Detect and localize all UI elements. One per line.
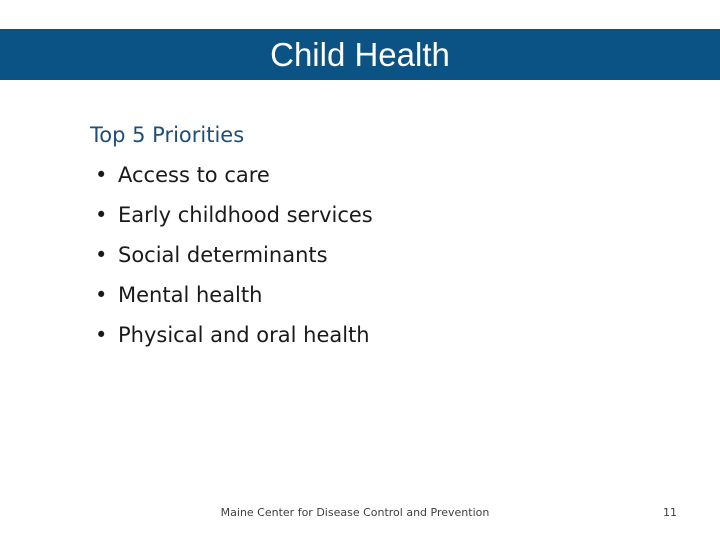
- list-item-label: Social determinants: [118, 243, 328, 267]
- slide-content: [90, 118, 650, 355]
- footer-organization: Maine Center for Disease Control and Prevention: [220, 506, 490, 519]
- list-item: [90, 235, 650, 275]
- bullet-icon: •: [95, 323, 108, 347]
- list-item: [90, 275, 650, 315]
- bullet-icon: •: [95, 163, 108, 187]
- list-item-label: Mental health: [118, 283, 263, 307]
- list-item-label: Early childhood services: [118, 203, 373, 227]
- bullet-icon: •: [95, 203, 108, 227]
- list-item-label: Physical and oral health: [118, 323, 370, 347]
- slide-title: Child Health: [270, 36, 450, 73]
- list-item: [90, 315, 650, 355]
- list-item: [90, 155, 650, 195]
- page-number: 11: [663, 506, 677, 519]
- priorities-heading: Top 5 Priorities: [90, 123, 245, 147]
- bullet-icon: •: [95, 283, 108, 307]
- bullet-icon: •: [95, 243, 108, 267]
- priorities-list: [90, 155, 650, 355]
- list-item-label: Access to care: [118, 163, 270, 187]
- title-bar: [0, 29, 720, 80]
- list-item: [90, 195, 650, 235]
